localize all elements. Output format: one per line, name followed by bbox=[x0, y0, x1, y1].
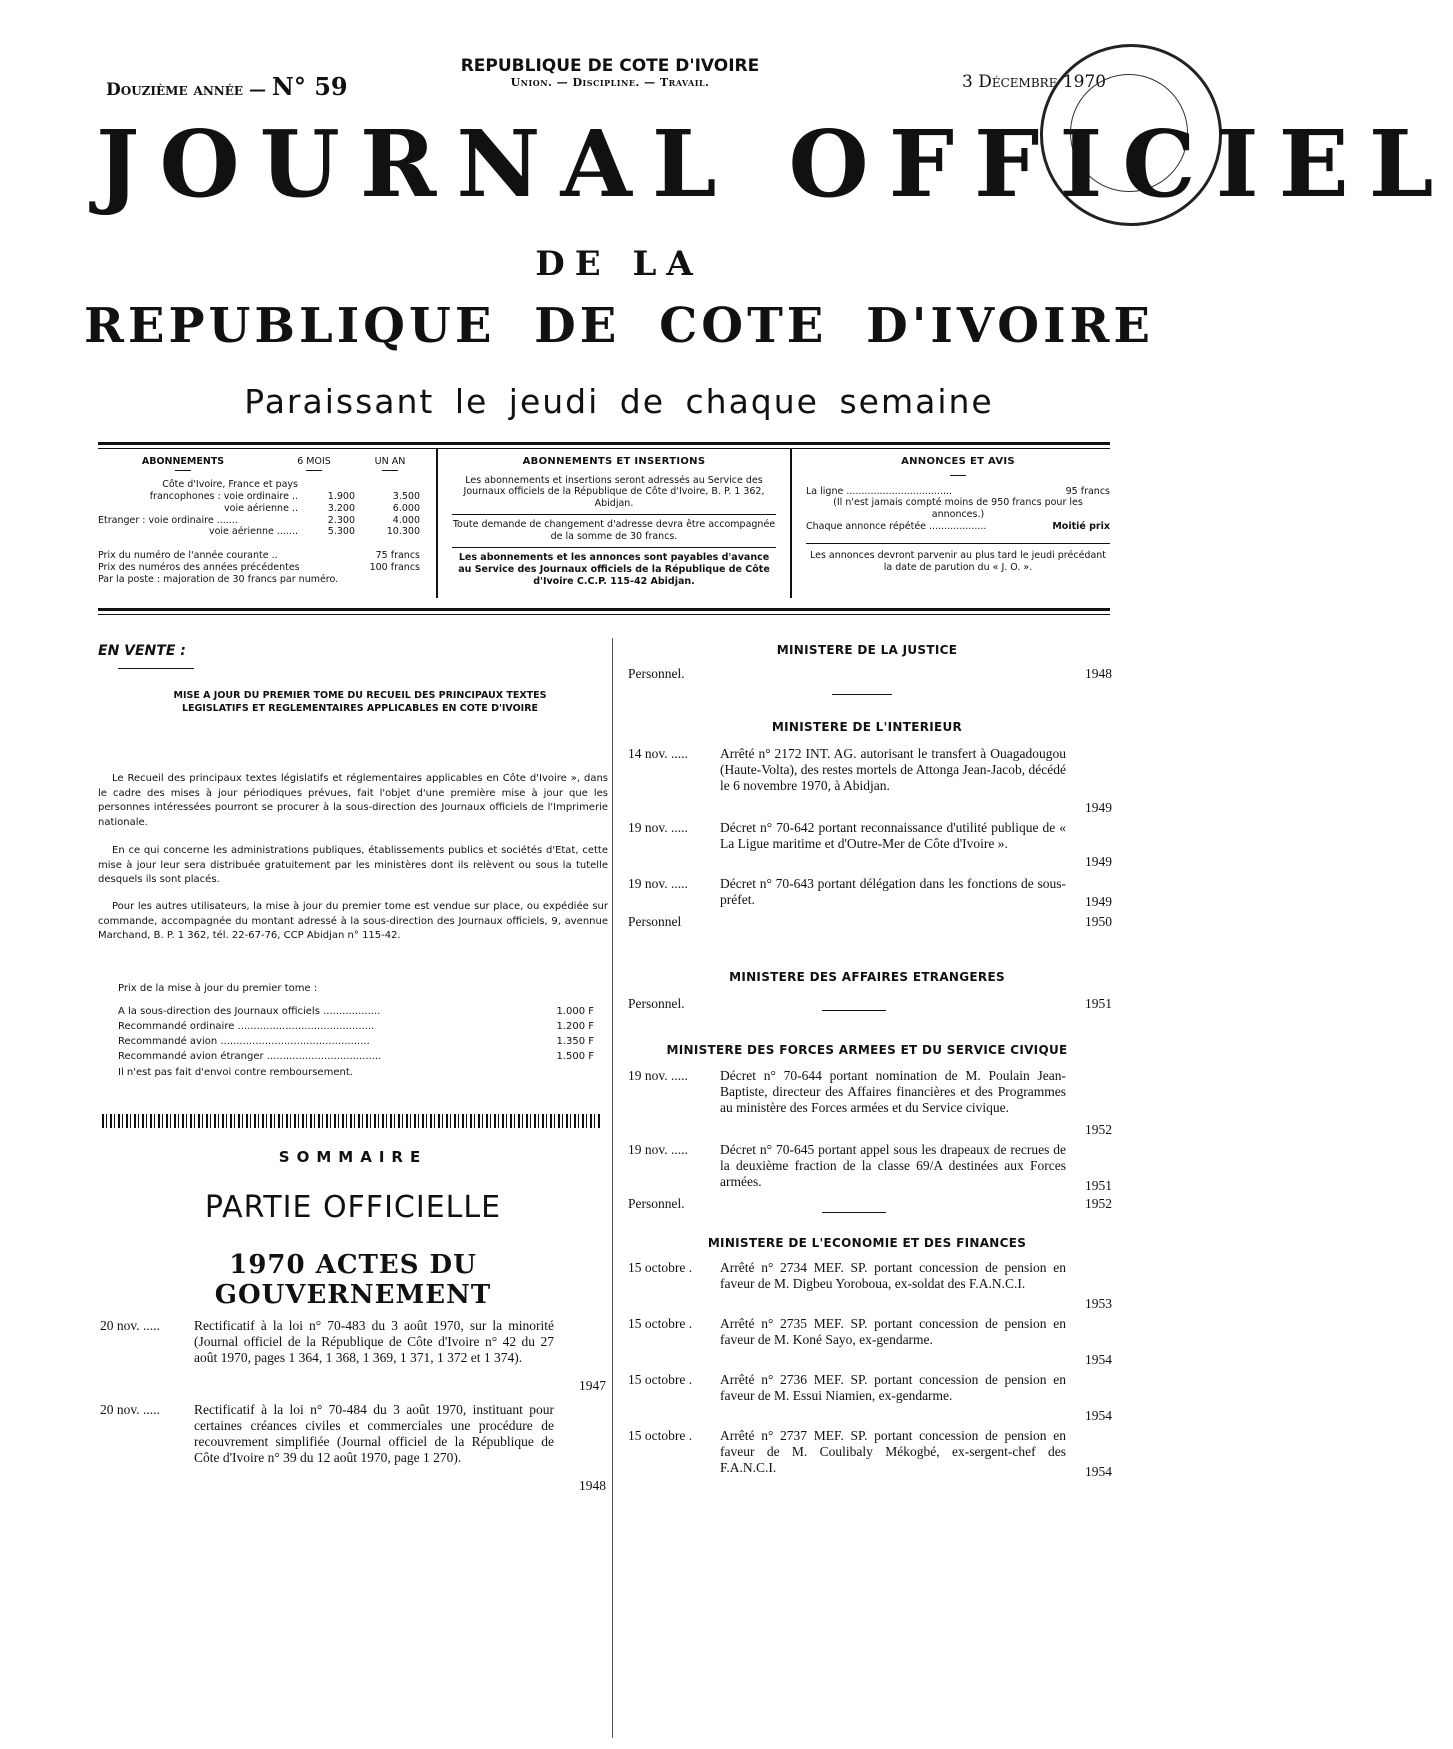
prix-item: Recommandé ordinaire ........................................... 1.200 F bbox=[118, 1021, 594, 1032]
boxes-bottom-rule bbox=[98, 608, 1110, 611]
col-1an: UN AN bbox=[374, 456, 406, 467]
annonces-deadline: Les annonces devront parvenir au plus tard le jeudi précédant la date de parution du « J. O. ». bbox=[809, 550, 1107, 573]
abo-row: Etranger : voie ordinaire ....... 2.300 4.000 bbox=[98, 514, 420, 526]
sommaire-label: SOMMAIRE bbox=[278, 1148, 428, 1166]
prix-row: Par la poste : majoration de 30 francs par numéro. bbox=[98, 574, 339, 585]
annonce-note: (Il n'est jamais compté moins de 950 francs pour les annonces.) bbox=[833, 497, 1083, 521]
actes-gouvernement: 1970 ACTES DU GOUVERNEMENT bbox=[214, 1250, 492, 1310]
subtitle: Paraissant le jeudi de chaque semaine bbox=[244, 382, 994, 421]
journal-title: JOURNAL OFFICIEL bbox=[96, 110, 1453, 218]
recueil-para-1: Le Recueil des principaux textes législatifs et réglementaires applicables en Côte d'Ivoire », dans le cadre des mises à jour périodiques prévues, fait l'objet d'une première mise à jour que les personnes intéressées pourront se procurer à la sous-direction des Journaux officiels de l'Imprimerie nationale. bbox=[98, 773, 608, 828]
motto: Union. — Discipline. — Travail. bbox=[510, 76, 710, 89]
box-divider bbox=[790, 448, 792, 598]
insertions-p3: Les abonnements et les annonces sont payables d'avance au Service des Journaux officiels de la République de Côte d'Ivoire C.C.P. 115-42 Abidjan. bbox=[458, 551, 770, 587]
annonce-ligne: La ligne ................................... 95 francs bbox=[806, 485, 1110, 497]
abo-row: voie aérienne .. 3.200 6.000 bbox=[224, 502, 420, 514]
interieur-personnel: Personnel 1950 bbox=[628, 914, 1112, 929]
ornament-rule bbox=[102, 1114, 600, 1128]
sommaire-entry: 20 nov. ..... Rectificatif à la loi n° 70-484 du 3 août 1970, instituant pour certaines créances civiles et commerciales une procédure de recouvrement simplifiée (Journal officiel de la République de Côte d'Ivoire n° 39 du 12 août 1970, page 1 270). 1948 bbox=[100, 1402, 606, 1493]
republic-title: REPUBLIQUE DE COTE D'IVOIRE bbox=[83, 298, 1155, 354]
column-divider bbox=[612, 638, 613, 1738]
insertions-box bbox=[452, 456, 776, 588]
interieur-entry: 19 nov. ..... Décret n° 70-642 portant reconnaissance d'utilité publique de « La Ligue maritime et d'Outre-Mer de Côte d'Ivoire ». 1949 bbox=[628, 820, 1112, 869]
divider bbox=[822, 1212, 886, 1213]
ministry-justice: MINISTERE DE LA JUSTICE bbox=[776, 643, 958, 657]
forces-entry: 19 nov. ..... Décret n° 70-644 portant nomination de M. Poulain Jean-Baptiste, directeur des Affaires financières et des Programmes au ministère des Forces armées et du Service civique. 1952 bbox=[628, 1068, 1112, 1137]
economie-entry: 15 octobre . Arrêté n° 2734 MEF. SP. portant concession de pension en faveur de M. Digbeu Yoroboua, ex-soldat des F.A.N.C.I. 1953 bbox=[628, 1260, 1112, 1311]
abonnements-heading: ABONNEMENTS bbox=[141, 456, 225, 467]
recueil-title: MISE A JOUR DU PREMIER TOME DU RECUEIL DES PRINCIPAUX TEXTES LEGISLATIFS ET REGLEMENTAIRES APPLICABLES EN COTE D'IVOIRE bbox=[173, 690, 547, 714]
prix-list bbox=[118, 1006, 594, 1081]
divider bbox=[832, 694, 892, 695]
annonces-box bbox=[806, 456, 1110, 574]
annonces-heading: ANNONCES ET AVIS bbox=[901, 456, 1015, 467]
abonnements-rows bbox=[98, 479, 420, 538]
economie-entry: 15 octobre . Arrêté n° 2736 MEF. SP. portant concession de pension en faveur de M. Essui Niamien, ex-gendarme. 1954 bbox=[628, 1372, 1112, 1423]
col-6mois: 6 MOIS bbox=[297, 456, 331, 467]
ministry-economie: MINISTERE DE L'ECONOMIE ET DES FINANCES bbox=[707, 1236, 1027, 1250]
forces-personnel: Personnel. 1952 bbox=[628, 1196, 1112, 1211]
prix-row: Prix du numéro de l'année courante .. 75 francs bbox=[98, 550, 420, 562]
ministry-interieur: MINISTERE DE L'INTERIEUR bbox=[771, 720, 963, 734]
prix-heading: Prix de la mise à jour du premier tome : bbox=[118, 983, 318, 994]
de-la: DE LA bbox=[535, 244, 703, 284]
year-issue: Douzième année — N° 59 bbox=[106, 72, 348, 101]
divider bbox=[822, 1010, 886, 1011]
sommaire-entry: 20 nov. ..... Rectificatif à la loi n° 70-483 du 3 août 1970, sur la minorité (Journal officiel de la République de Côte d'Ivoire n° 42 du 27 août 1970, pages 1 364, 1 368, 1 369, 1 371, 1 372 et 1 374). 1947 bbox=[100, 1318, 606, 1393]
prix-row: Prix des numéros des années précédentes 100 francs bbox=[98, 562, 420, 574]
abo-row: Côte d'Ivoire, France et pays bbox=[162, 478, 298, 490]
interieur-entry: 14 nov. ..... Arrêté n° 2172 INT. AG. autorisant le transfert à Ouagadougou (Haute-Volta), des restes mortels de Attonga Jean-Jacob, décédé le 6 novembre 1970, à Abidjan. 1949 bbox=[628, 746, 1112, 815]
en-vente-label: EN VENTE : bbox=[98, 643, 186, 659]
divider bbox=[118, 668, 194, 669]
boxes-bottom-rule-thin bbox=[98, 614, 1110, 615]
economie-entry: 15 octobre . Arrêté n° 2735 MEF. SP. portant concession de pension en faveur de M. Koné Sayo, ex-gendarme. 1954 bbox=[628, 1316, 1112, 1367]
issue-number: N° 59 bbox=[271, 72, 348, 101]
justice-personnel: Personnel. 1948 bbox=[628, 666, 1112, 681]
annonce-repetee: Chaque annonce répétée ................... Moitié prix bbox=[806, 521, 1110, 533]
insertions-heading: ABONNEMENTS ET INSERTIONS bbox=[522, 456, 706, 467]
abo-row: francophones : voie ordinaire .. 1.900 3.500 bbox=[149, 490, 420, 502]
republic-header bbox=[420, 56, 800, 89]
abo-row: voie aérienne ....... 5.300 10.300 bbox=[208, 526, 420, 538]
recueil-para-2: En ce qui concerne les administrations publiques, établissements publics et sociétés d'Etat, cette mise à jour leur sera distribuée gratuitement par les ministères dont ils relèvent ou sous la tutelle desquels ils sont placés. bbox=[98, 845, 608, 885]
interieur-entry: 19 nov. ..... Décret n° 70-643 portant délégation dans les fonctions de sous-préfet. 1949 bbox=[628, 876, 1112, 909]
box-divider bbox=[436, 448, 438, 598]
remboursement-note: Il n'est pas fait d'envoi contre remboursement. bbox=[118, 1067, 353, 1078]
year-label: Douzième année bbox=[106, 80, 244, 100]
header-rule-thin bbox=[98, 448, 1110, 449]
prix-item: A la sous-direction des Journaux officiels .................. 1.000 F bbox=[118, 1006, 594, 1017]
abonnements-box bbox=[98, 456, 420, 586]
republic-line: REPUBLIQUE DE COTE D'IVOIRE bbox=[460, 56, 760, 76]
forces-entry: 19 nov. ..... Décret n° 70-645 portant appel sous les drapeaux de recrues de la deuxième fraction de la classe 69/A destinées aux Forces armées. 1951 bbox=[628, 1142, 1112, 1193]
prix-item: Recommandé avion ............................................... 1.350 F bbox=[118, 1036, 594, 1047]
recueil-para-3: Pour les autres utilisateurs, la mise à jour du premier tome est vendue sur place, ou expédiée sur commande, accompagnée du montant adressé à la sous-direction des Journaux officiels, 9, avennue Marchand, B. P. 1 362, tél. 22-67-76, CCP Abidjan n° 115-42. bbox=[98, 901, 608, 941]
prix-item: Recommandé avion étranger .................................... 1.500 F bbox=[118, 1051, 594, 1062]
partie-officielle: PARTIE OFFICIELLE bbox=[204, 1190, 502, 1225]
ministry-forces-armees: MINISTERE DES FORCES ARMEES ET DU SERVICE CIVIQUE bbox=[666, 1043, 1068, 1057]
insertions-p1: Les abonnements et insertions seront adressés au Service des Journaux officiels de la République de Côte d'Ivoire, B. P. 1 362, Abidjan. bbox=[463, 474, 765, 510]
insertions-p2: Toute demande de changement d'adresse devra être accompagnée de la somme de 30 francs. bbox=[452, 519, 776, 542]
ministry-affaires-etrangeres: MINISTERE DES AFFAIRES ETRANGERES bbox=[729, 970, 1005, 984]
economie-entry: 15 octobre . Arrêté n° 2737 MEF. SP. portant concession de pension en faveur de M. Coulibaly Mékogbé, ex-sergent-chef des F.A.N.C.I. 1954 bbox=[628, 1428, 1112, 1479]
issue-date: 3 Décembre 1970 bbox=[962, 72, 1107, 92]
affaires-personnel: Personnel. 1951 bbox=[628, 996, 1112, 1011]
header-rule bbox=[98, 442, 1110, 445]
